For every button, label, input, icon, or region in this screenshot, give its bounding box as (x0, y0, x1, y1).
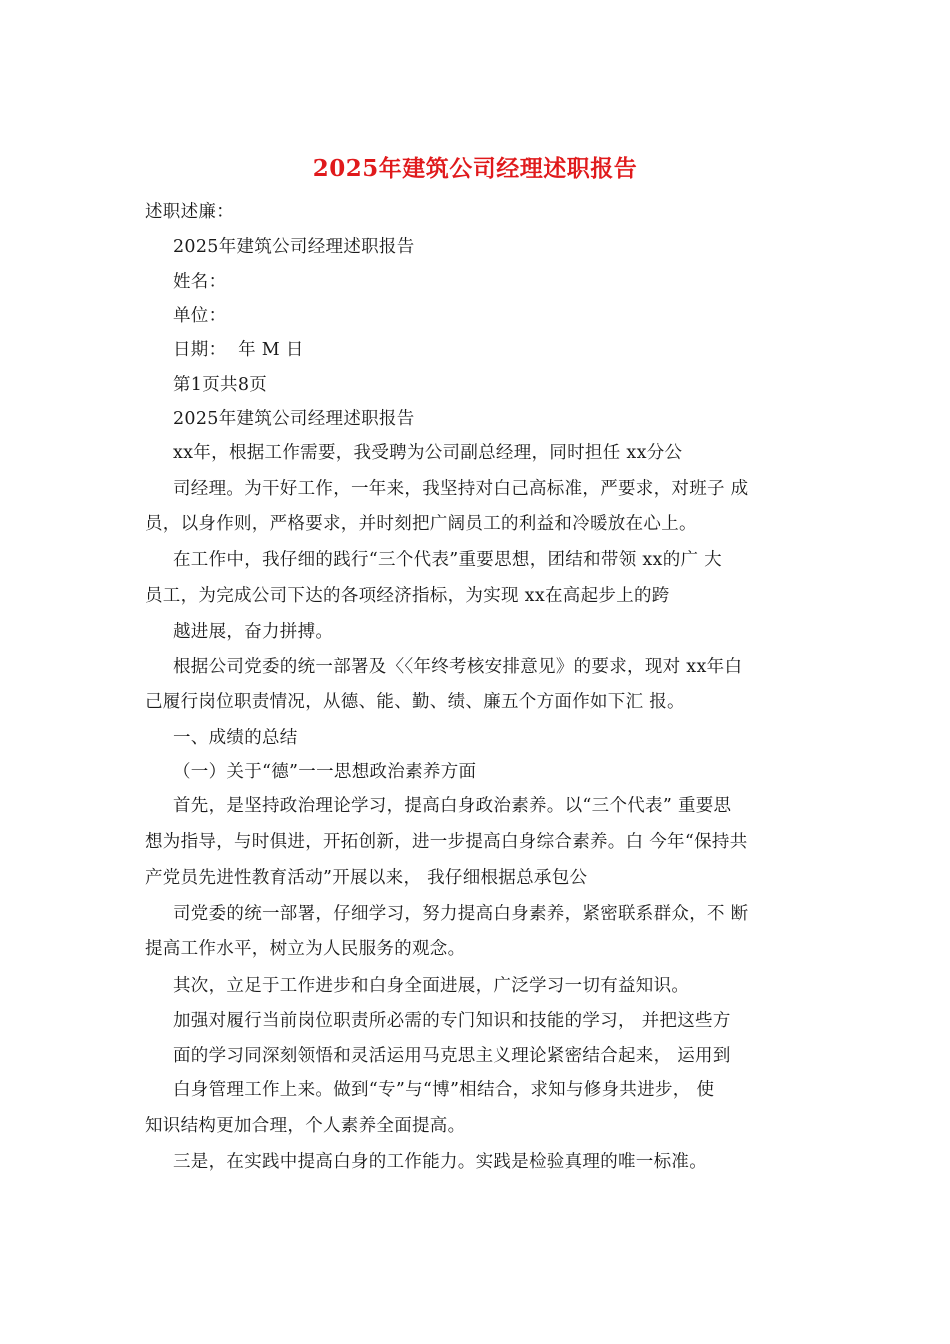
text-line: 首先，是坚持政治理论学习，提高白身政治素养。以“三个代表” 重要思 (173, 796, 732, 816)
text-line: 单位： (173, 306, 227, 326)
text-line: 一、成绩的总结 (173, 728, 298, 748)
text-line: 述职述廉： (145, 202, 234, 222)
text-line: 2025年建筑公司经理述职报告 (173, 237, 415, 257)
text-line: 第1页共8页 (173, 375, 268, 395)
text-line: 司党委的统一部署，仔细学习，努力提高白身素养，紧密联系群众，不 断 (173, 904, 749, 924)
text-line: 其次，立足于工作进步和白身全面进展，广泛学习一切有益知识。 (173, 976, 690, 996)
text-line: 三是，在实践中提高白身的工作能力。实践是检验真理的唯一标准。 (173, 1152, 707, 1172)
text-line: （一）关于“德”一一思想政治素养方面 (173, 762, 477, 782)
text-line: 知识结构更加合理，个人素养全面提高。 (145, 1116, 466, 1136)
text-line: 在工作中，我仔细的践行“三个代表”重要思想，团结和带领 xx的广 大 (173, 550, 722, 570)
text-line: 己履行岗位职责情况，从德、能、勤、绩、廉五个方面作如下汇 报。 (145, 692, 685, 712)
text-line: 加强对履行当前岗位职责所必需的专门知识和技能的学习， 并把这些方 (173, 1011, 731, 1031)
text-line: 白身管理工作上来。做到“专”与“博”相结合，求知与修身共进步， 使 (173, 1080, 715, 1100)
text-line: 越进展，奋力拼搏。 (173, 622, 334, 642)
text-line: xx年，根据工作需要，我受聘为公司副总经理，同时担任 xx分公 (173, 443, 683, 463)
text-line: 日期： 年 M 日 (173, 340, 304, 360)
text-line: 员工，为完成公司下达的各项经济指标，为实现 xx在高起步上的跨 (145, 586, 670, 606)
text-line: 根据公司党委的统一部署及〈〈年终考核安排意见》的要求，现对 xx年白 (173, 657, 743, 677)
text-line: 2025年建筑公司经理述职报告 (173, 409, 415, 429)
text-line: 面的学习同深刻领悟和灵活运用马克思主义理论紧密结合起来， 运用到 (173, 1046, 731, 1066)
text-line: 想为指导，与时俱进，开拓创新，进一步提高白身综合素养。白 今年“保持共 (145, 832, 748, 852)
text-line: 提高工作水平，树立为人民服务的观念。 (145, 939, 466, 959)
text-line: 司经理。为干好工作，一年来，我坚持对白己高标准，严要求，对班子 成 (173, 479, 749, 499)
text-line: 产党员先进性教育活动”开展以来， 我仔细根据总承包公 (145, 868, 588, 888)
document-title: 2025年建筑公司经理述职报告 (312, 155, 638, 182)
text-line: 员，以身作则，严格要求，并时刻把广阔员工的利益和冷暖放在心上。 (145, 514, 697, 534)
text-line: 姓名： (173, 272, 227, 292)
